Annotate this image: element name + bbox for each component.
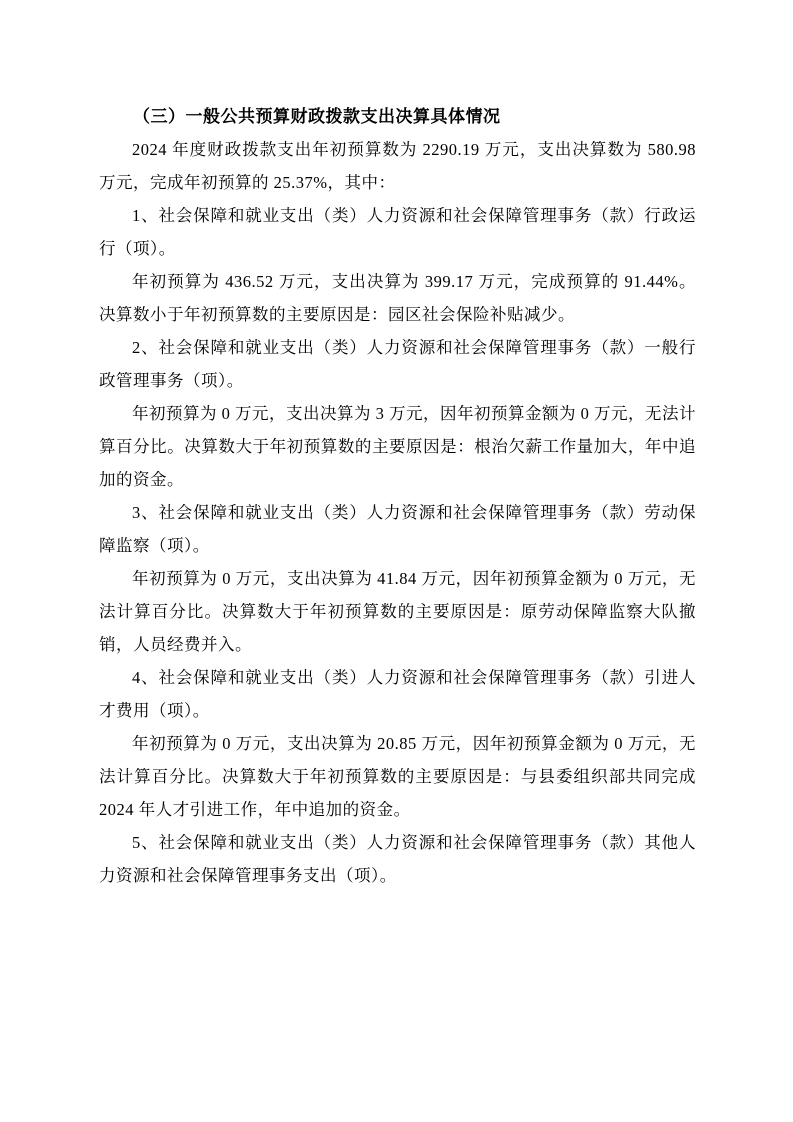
paragraph-item-4-title: 4、社会保障和就业支出（类）人力资源和社会保障管理事务（款）引进人才费用（项）。 [99, 668, 696, 720]
paragraph-item-1-detail: 年初预算为 436.52 万元，支出决算为 399.17 万元，完成预算的 91.44%。决算数小于年初预算数的主要原因是：园区社会保险补贴减少。 [99, 272, 696, 324]
paragraph-item-3-detail: 年初预算为 0 万元，支出决算为 41.84 万元，因年初预算金额为 0 万元，无法计算百分比。决算数大于年初预算数的主要原因是：原劳动保障监察大队撤销，人员经费并入。 [99, 569, 696, 654]
paragraph-item-2-detail: 年初预算为 0 万元，支出决算为 3 万元，因年初预算金额为 0 万元，无法计算百分比。决算数大于年初预算数的主要原因是：根治欠薪工作量加大，年中追加的资金。 [99, 404, 696, 489]
paragraph-item-3-title: 3、社会保障和就业支出（类）人力资源和社会保障管理事务（款）劳动保障监察（项）。 [99, 503, 696, 555]
section-heading: （三）一般公共预算财政拨款支出决算具体情况 [133, 107, 501, 126]
paragraph-item-4-detail: 年初预算为 0 万元，支出决算为 20.85 万元，因年初预算金额为 0 万元，无法计算百分比。决算数大于年初预算数的主要原因是：与县委组织部共同完成 2024 年人才引进工作，年中追加的资金。 [99, 734, 696, 819]
paragraph-item-2-title: 2、社会保障和就业支出（类）人力资源和社会保障管理事务（款）一般行政管理事务（项）。 [99, 338, 696, 390]
paragraph-item-5-title: 5、社会保障和就业支出（类）人力资源和社会保障管理事务（款）其他人力资源和社会保障管理事务支出（项）。 [99, 833, 696, 885]
paragraph-intro: 2024 年度财政拨款支出年初预算数为 2290.19 万元，支出决算数为 580.98 万元，完成年初预算的 25.37%，其中： [99, 140, 696, 192]
paragraph-item-1-title: 1、社会保障和就业支出（类）人力资源和社会保障管理事务（款）行政运行（项）。 [99, 206, 696, 258]
